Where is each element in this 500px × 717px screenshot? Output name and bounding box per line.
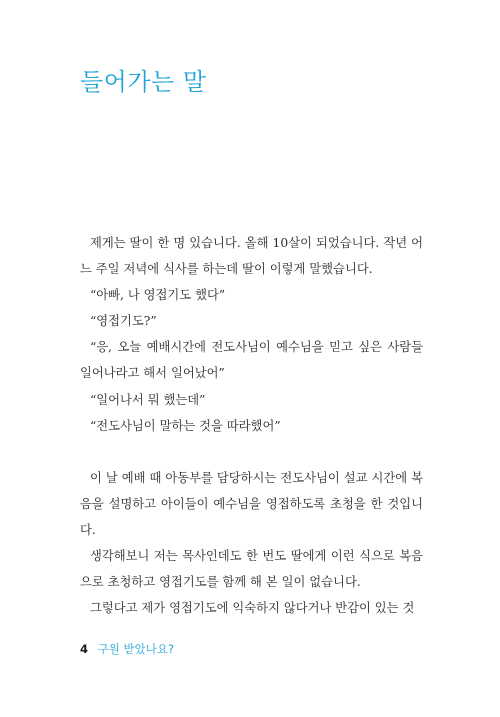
paragraph: 생각해보니 저는 목사인데도 한 번도 딸에게 이런 식으로 복음으로 초청하고 영접기도를 함께 해 본 일이 없습니다. (80, 549, 423, 590)
body-text (80, 230, 423, 621)
paragraph-gap (80, 439, 423, 465)
paragraph: “영접기도?” (90, 314, 157, 329)
paragraph: “응, 오늘 예배시간에 전도사님이 예수님을 믿고 싶은 사람들 일어나라고 해서 일어났어” (80, 340, 423, 381)
paragraph: 이 날 예배 때 아동부를 담당하시는 전도사님이 설교 시간에 복음을 설명하고 아이들이 예수님을 영접하도록 초청을 한 것입니다. (80, 470, 423, 538)
paragraph: “아빠, 나 영접기도 했다” (90, 288, 226, 303)
paragraph: 그렇다고 제가 영접기도에 익숙하지 않다거나 반감이 있는 것 (90, 601, 415, 616)
running-title: 구원 받았나요? (97, 642, 175, 656)
page-number: 4 (80, 642, 89, 656)
page-footer (80, 641, 174, 657)
paragraph: “전도사님이 말하는 것을 따라했어” (90, 418, 281, 433)
paragraph: “일어나서 뭐 했는데” (90, 392, 206, 407)
chapter-title: 들어가는 말 (80, 68, 207, 96)
paragraph: 제게는 딸이 한 명 있습니다. 올해 10살이 되었습니다. 작년 어느 주일 저녁에 식사를 하는데 딸이 이렇게 말했습니다. (80, 236, 423, 277)
